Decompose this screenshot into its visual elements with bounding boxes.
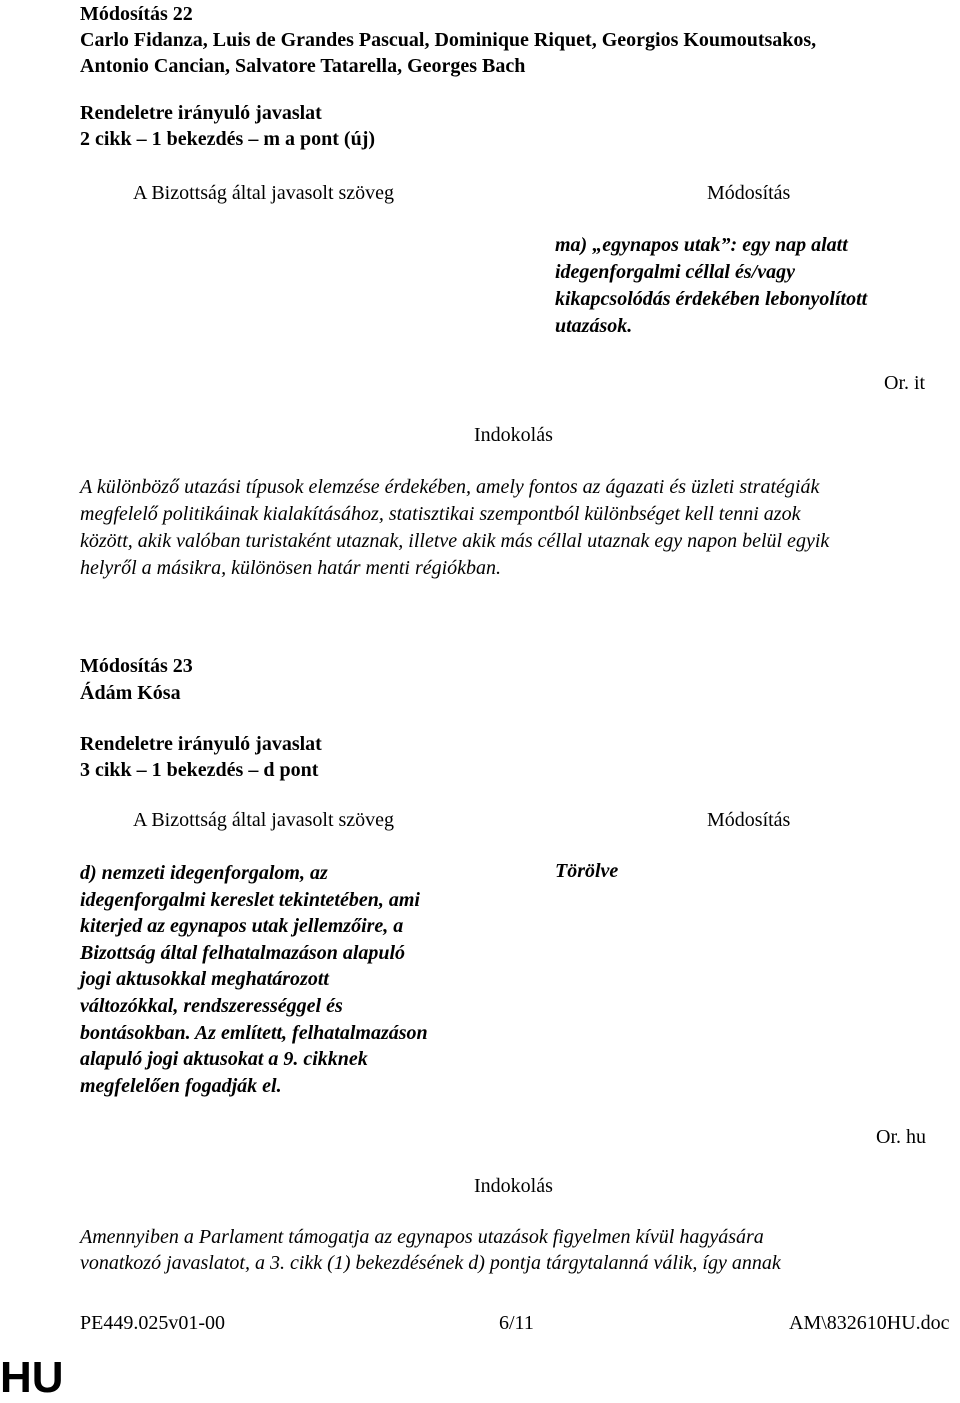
- amendment-text-line: utazások.: [555, 315, 633, 337]
- amendment-22-article: 2 cikk – 1 bekezdés – m a pont (új): [80, 128, 376, 150]
- justification-line: megfelelő politikáinak kialakításához, statisztikai szempontból különbséget kell tenni azok: [80, 503, 801, 525]
- amendment-22-col-left-heading: A Bizottság által javasolt szöveg: [133, 182, 395, 204]
- original-text-line: Bizottság által felhatalmazáson alapuló: [80, 941, 406, 964]
- amendment-23-original-language: Or. hu: [876, 1126, 926, 1148]
- original-text-line: bontásokban. Az említett, felhatalmazáson: [80, 1021, 428, 1044]
- original-text-line: változókkal, rendszerességgel és: [80, 994, 343, 1017]
- amendment-23-original-text: [80, 860, 428, 1099]
- footer-document-name: AM\832610HU.doc: [789, 1312, 950, 1334]
- amendment-text-line: kikapcsolódás érdekében lebonyolított: [555, 288, 868, 310]
- amendment-text-line: ma) „egynapos utak”: egy nap alatt: [555, 234, 848, 256]
- amendment-22-proposal: Rendeletre irányuló javaslat: [80, 102, 322, 124]
- justification-line: között, akik valóban turistaként utaznak, illetve akik más céllal utaznak egy napon belül egyik: [80, 530, 830, 552]
- amendment-22-justification-title: Indokolás: [474, 424, 553, 446]
- amendment-23-col-right-heading: Módosítás: [707, 809, 791, 831]
- amendment-23-proposal: Rendeletre irányuló javaslat: [80, 733, 322, 755]
- amendment-22-authors-line-2: Antonio Cancian, Salvatore Tatarella, Georges Bach: [80, 55, 526, 77]
- amendment-22-original-language: Or. it: [884, 372, 926, 394]
- amendment-23-justification-title: Indokolás: [474, 1175, 553, 1197]
- amendment-23-article: 3 cikk – 1 bekezdés – d pont: [80, 759, 319, 781]
- amendment-text-line: idegenforgalmi céllal és/vagy: [555, 261, 795, 283]
- original-text-line: kiterjed az egynapos utak jellemzőire, a: [80, 915, 404, 938]
- amendment-22-amendment-text: [555, 232, 867, 340]
- amendment-22-col-right-heading: Módosítás: [707, 182, 791, 204]
- amendment-23-col-left-heading: A Bizottság által javasolt szöveg: [133, 809, 395, 831]
- amendment-23-author: Ádám Kósa: [80, 682, 181, 704]
- amendment-22-title: Módosítás 22: [80, 3, 193, 25]
- justification-line: Amennyiben a Parlament támogatja az egynapos utazások figyelmen kívül hagyására: [80, 1226, 764, 1248]
- amendment-22-authors-line-1: Carlo Fidanza, Luis de Grandes Pascual, Dominique Riquet, Georgios Koumoutsakos,: [80, 29, 817, 51]
- footer-reference: PE449.025v01-00: [80, 1312, 225, 1334]
- original-text-line: d) nemzeti idegenforgalom, az: [80, 862, 328, 884]
- original-text-line: idegenforgalmi kereslet tekintetében, ami: [80, 888, 420, 911]
- amendment-22-justification: [80, 474, 829, 582]
- amendment-23-deleted: Törölve: [555, 860, 619, 882]
- justification-line: vonatkozó javaslatot, a 3. cikk (1) bekezdésének d) pontja tárgytalanná válik, így annak: [80, 1252, 781, 1274]
- justification-line: A különböző utazási típusok elemzése érdekében, amely fontos az ágazati és üzleti stratégiák: [80, 476, 820, 498]
- footer-language-code: HU: [0, 1353, 64, 1402]
- justification-line: helyről a másikra, különösen határ menti régiókban.: [80, 557, 502, 579]
- footer-page-number: 6/11: [499, 1312, 534, 1334]
- amendment-23-justification: [80, 1224, 781, 1276]
- amendment-23-title: Módosítás 23: [80, 655, 193, 677]
- original-text-line: jogi aktusokkal meghatározott: [80, 968, 329, 991]
- original-text-line: alapuló jogi aktusokat a 9. cikknek: [80, 1048, 368, 1071]
- original-text-line: megfelelően fogadják el.: [80, 1074, 282, 1097]
